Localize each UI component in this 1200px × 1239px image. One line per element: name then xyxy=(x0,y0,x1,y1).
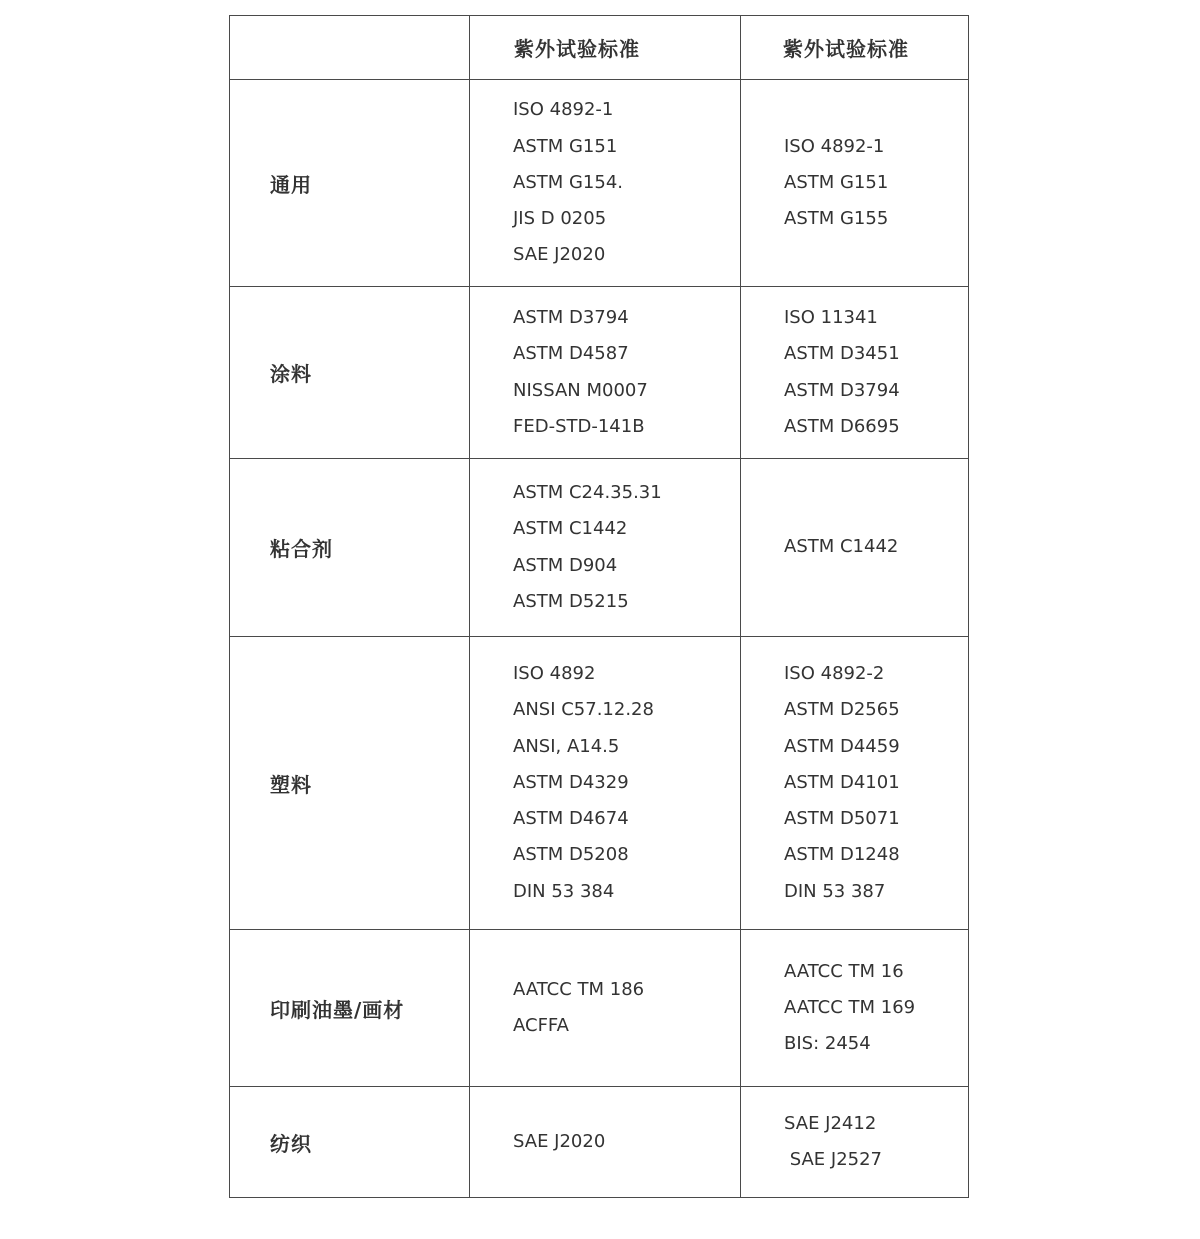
category-cell xyxy=(230,637,470,930)
standard-item: ASTM D2565 xyxy=(784,699,900,721)
standard-item: ASTM D3451 xyxy=(784,343,900,365)
standard-item: ISO 11341 xyxy=(784,307,878,329)
standard-item: ASTM G151 xyxy=(513,135,618,157)
standard-item: SAE J2412 xyxy=(784,1112,877,1134)
standards-list xyxy=(741,529,968,565)
standard-item: ASTM C1442 xyxy=(513,518,628,540)
standard-item: ASTM D5071 xyxy=(784,808,900,830)
standards-cell-col1 xyxy=(470,1087,741,1198)
standard-item: ANSI C57.12.28 xyxy=(513,699,654,721)
category-label: 印刷油墨/画材 xyxy=(270,997,405,1022)
standard-item: ASTM G151 xyxy=(784,171,889,193)
standard-item: ISO 4892-1 xyxy=(513,99,614,121)
standard-item: ASTM D5208 xyxy=(513,844,629,866)
standard-item: ASTM D1248 xyxy=(784,844,900,866)
standards-list xyxy=(470,972,740,1044)
standard-item: ASTM G155 xyxy=(784,208,889,230)
standard-item: ASTM D4587 xyxy=(513,343,629,365)
standard-item: ASTM G154. xyxy=(513,171,624,193)
standard-item: ASTM D5215 xyxy=(513,590,629,612)
standard-item: ASTM D4329 xyxy=(513,771,629,793)
table-row xyxy=(230,459,969,637)
standards-cell-col2 xyxy=(741,930,969,1087)
standards-cell-col1 xyxy=(470,637,741,930)
standard-item: SAE J2527 xyxy=(784,1149,883,1170)
standards-list xyxy=(470,656,740,909)
standard-item: ASTM D4101 xyxy=(784,771,900,793)
header-col2-label: 紫外试验标准 xyxy=(783,37,909,61)
category-label: 涂料 xyxy=(270,362,312,386)
category-cell xyxy=(230,1087,470,1198)
standards-list xyxy=(741,954,968,1063)
standards-cell-col2 xyxy=(741,459,969,637)
standard-item: ASTM D6695 xyxy=(784,415,900,437)
standard-item: ISO 4892 xyxy=(513,663,596,685)
standard-item: DIN 53 384 xyxy=(513,880,615,902)
standard-item: ISO 4892-2 xyxy=(784,663,885,685)
standard-item: ASTM D3794 xyxy=(513,307,629,329)
header-corner-cell xyxy=(230,16,470,80)
standard-item: SAE J2020 xyxy=(513,1130,606,1152)
standard-item: ASTM C1442 xyxy=(784,536,899,558)
standard-item: SAE J2020 xyxy=(513,244,606,266)
category-label: 粘合剂 xyxy=(270,537,333,561)
standard-item: ISO 4892-1 xyxy=(784,135,885,157)
standards-list xyxy=(470,1124,740,1160)
standard-item: AATCC TM 169 xyxy=(784,996,916,1018)
standards-list xyxy=(741,1106,968,1178)
standards-cell-col2 xyxy=(741,80,969,287)
standards-list xyxy=(741,300,968,445)
table-row xyxy=(230,637,969,930)
category-label: 通用 xyxy=(270,172,312,197)
standards-list xyxy=(470,300,740,445)
standard-item: AATCC TM 186 xyxy=(513,978,645,1000)
category-cell xyxy=(230,287,470,459)
category-label: 塑料 xyxy=(270,772,312,797)
standards-list xyxy=(741,129,968,238)
standards-cell-col1 xyxy=(470,930,741,1087)
standard-item: ASTM D4674 xyxy=(513,808,629,830)
standards-cell-col2 xyxy=(741,287,969,459)
standard-item: NISSAN M0007 xyxy=(513,379,648,401)
standard-item: ACFFA xyxy=(513,1015,569,1036)
standards-cell-col1 xyxy=(470,287,741,459)
category-cell xyxy=(230,459,470,637)
standards-cell-col2 xyxy=(741,1087,969,1198)
standards-list xyxy=(470,475,740,620)
table-row xyxy=(230,930,969,1087)
standard-item: DIN 53 387 xyxy=(784,880,886,902)
header-col1-label: 紫外试验标准 xyxy=(514,37,640,61)
standard-item: ANSI, A14.5 xyxy=(513,735,620,757)
header-cell-col2 xyxy=(741,16,969,80)
category-cell xyxy=(230,80,470,287)
standards-list xyxy=(470,92,740,273)
standard-item: FED-STD-141B xyxy=(513,415,645,437)
table-header-row xyxy=(230,16,969,80)
category-cell xyxy=(230,930,470,1087)
standards-cell-col2 xyxy=(741,637,969,930)
standard-item: BIS: 2454 xyxy=(784,1033,871,1055)
standard-item: ASTM D904 xyxy=(513,554,618,576)
standard-item: ASTM C24.35.31 xyxy=(513,482,662,504)
standard-item: ASTM D4459 xyxy=(784,735,900,757)
category-label: 纺织 xyxy=(270,1131,312,1156)
standards-cell-col1 xyxy=(470,459,741,637)
header-cell-col1 xyxy=(470,16,741,80)
standard-item: ASTM D3794 xyxy=(784,379,900,401)
standards-cell-col1 xyxy=(470,80,741,287)
standard-item: JIS D 0205 xyxy=(513,208,607,230)
table-row xyxy=(230,287,969,459)
standards-table xyxy=(229,15,969,1198)
table-row xyxy=(230,80,969,287)
standard-item: AATCC TM 16 xyxy=(784,960,904,982)
table-row xyxy=(230,1087,969,1198)
standards-list xyxy=(741,656,968,909)
